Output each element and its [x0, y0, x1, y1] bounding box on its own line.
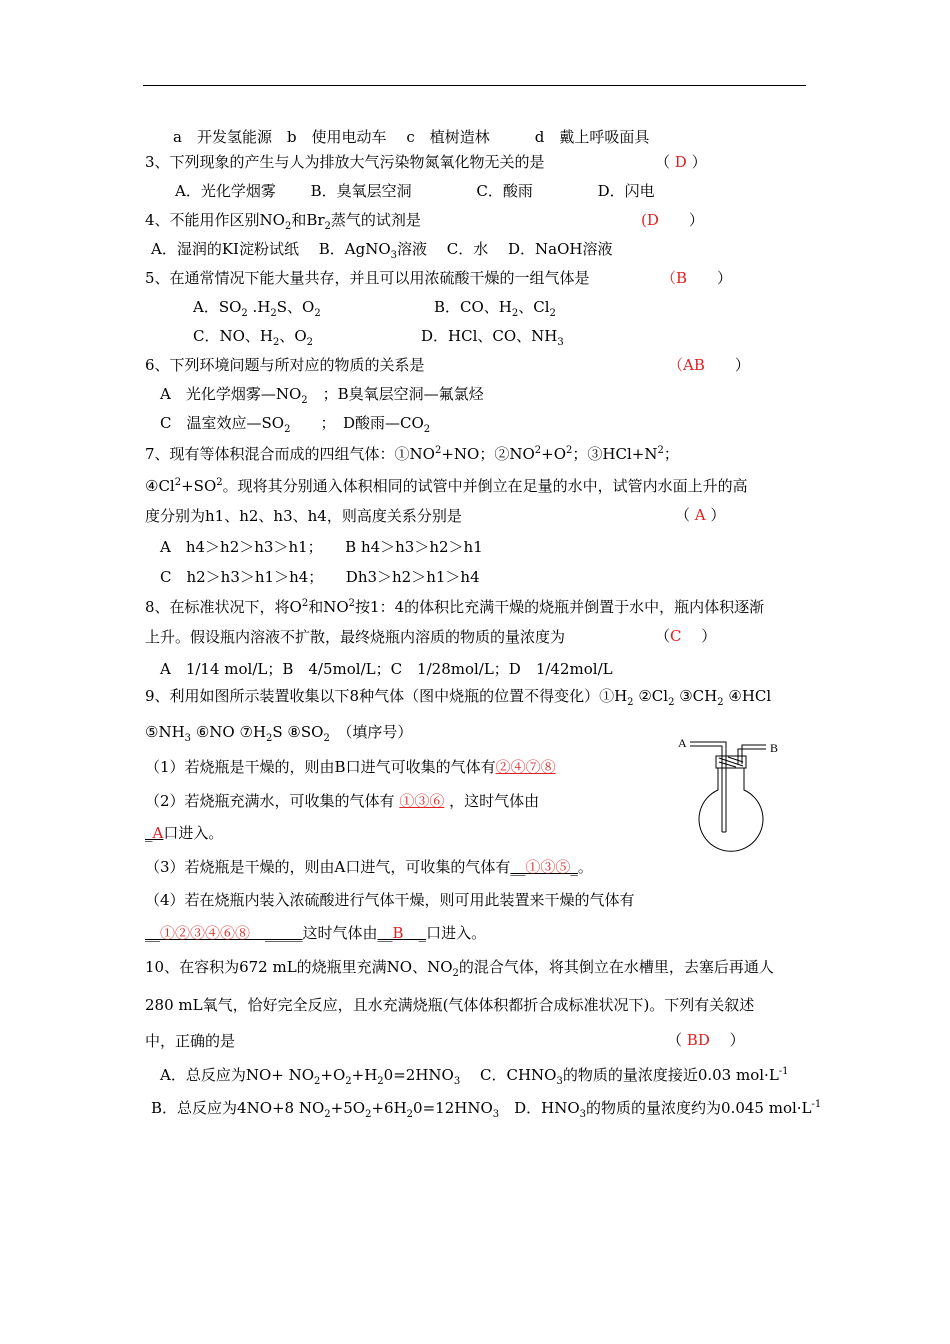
q5-answer: （B ）	[661, 269, 733, 287]
q5-option-a: A．$SO_2$ $.H_2S$、$O_2$	[193, 298, 321, 319]
q6-answer: （AB ）	[668, 356, 750, 374]
q10-answer: （ BD ）	[667, 1031, 745, 1049]
q9-sub4: （4）若在烧瓶内装入浓硫酸进行气体干燥，则可用此装置来干燥的气体有	[145, 891, 635, 909]
tube-a-inner	[690, 746, 722, 832]
q2-options: a 开发氢能源 b 使用电动车 c 植树造林 d 戴上呼吸面具	[173, 128, 650, 146]
question-4: 4、不能用作区别$NO_2$和$Br_2$蒸气的试剂是	[145, 211, 421, 232]
flask-body	[699, 768, 763, 851]
q6-options-ab: A 光化学烟雾$—NO_2$ ；B臭氧层空洞—氟氯烃	[160, 385, 484, 406]
q6-options-cd: C 温室效应$—SO_2$ ； D酸雨$—CO_2$	[160, 414, 431, 435]
question-8-line1: 8、在标准状况下，将$O^2$和$NO^2$按1：4的体积比充满干燥的烧瓶并倒置于水中，瓶内体积逐渐	[145, 598, 765, 616]
q10-options-bd: B．总反应为4NO+8 $NO_2+5O_2+6H_20=12HNO_3$ D．$HNO_3$的物质的量浓度约为0.045 $mol\cdot L^{-1}$	[151, 1099, 822, 1120]
question-6: 6、下列环境问题与所对应的物质的关系是	[145, 356, 425, 374]
q10-options-ac: A．总反应为$NO+ NO_2+O_2+H_20=2HNO_3$ C．$CHNO_3$的物质的量浓度接近0.03 $mol\cdot L^{-1}$	[160, 1066, 789, 1087]
gas-collection-flask-figure	[676, 732, 786, 862]
q9-sub3: （3）若烧瓶是干燥的，则由A口进气，可收集的气体有__①③⑤_。	[145, 858, 593, 876]
q5-option-d: D．HCl、CO、$NH_3$	[421, 327, 564, 348]
q5-option-c: C．NO、$H_2$、$O_2$	[193, 327, 314, 348]
question-9-line2: $⑤NH_3$ ⑥NO $⑦H_2S$ $⑧SO_2$ （填序号）	[145, 723, 413, 744]
q7-answer: （ A ）	[675, 506, 726, 524]
q9-sub1: （1）若烧瓶是干燥的，则由B口进气可收集的气体有②④⑦⑧	[145, 758, 556, 776]
q9-sub2: （2）若烧瓶充满水，可收集的气体有 ①③⑥ ，这时气体由	[145, 792, 540, 810]
label-b: B	[770, 741, 779, 755]
q8-answer: （C ）	[655, 627, 717, 645]
q7-options-ab: A h4＞h2＞h3＞h1； B h4＞h3＞h2＞h1	[160, 538, 483, 556]
q8-options: A 1/14 mol/L；B 4/5mol/L；C 1/28mol/L；D 1/42mol/L	[160, 660, 613, 678]
q3-options: A．光化学烟雾 B．臭氧层空洞 C．酸雨 D．闪电	[175, 182, 655, 200]
question-9-line1: 9、利用如图所示装置收集以下8种气体（图中烧瓶的位置不得变化）$①H_2$ $②Cl_2$ $③CH_2$ ④HCl	[145, 687, 772, 708]
question-10-line1: 10、在容积为672 mL的烧瓶里充满NO、$NO_2$的混合气体，将其倒立在水槽里，去塞后再通人	[145, 958, 774, 979]
q9-sub2-cont: _A口进入。	[145, 824, 224, 842]
question-8-line2: 上升。假设瓶内溶液不扩散，最终烧瓶内溶质的物质的量浓度为	[145, 628, 566, 646]
q4-answer: (D ）	[641, 211, 704, 229]
q7-options-cd: C h2＞h3＞h1＞h4； Dh3＞h2＞h1＞h4	[160, 568, 480, 586]
label-a: A	[678, 736, 687, 750]
q5-option-b: B．CO、$H_2$、$Cl_2$	[434, 298, 556, 319]
question-10-line3: 中，正确的是	[145, 1032, 236, 1050]
header-rule	[143, 85, 806, 86]
question-10-line2: 280 mL氧气，恰好完全反应，且水充满烧瓶(气体体积都折合成标准状况下)。下列有关叙述	[145, 996, 755, 1014]
question-5: 5、在通常情况下能大量共存，并且可以用浓硫酸干燥的一组气体是	[145, 269, 590, 287]
question-7-line3: 度分别为h1、h2、h3、h4，则高度关系分别是	[145, 507, 462, 525]
question-7-line2: $④Cl^2+SO^2$。现将其分别通入体积相同的试管中并倒立在足量的水中，试管内水面上升的高	[145, 477, 748, 495]
question-7-line1: 7、现有等体积混合而成的四组气体：$①NO^2+NO$；$②NO^2+O^2$；$③HCl+N^2$；	[145, 445, 679, 463]
flask-diagram	[676, 732, 786, 862]
q3-answer: （ D ）	[655, 153, 707, 171]
q9-sub4-cont: __①②③④⑥⑧ _____这时气体由__B _口进入。	[145, 924, 487, 942]
question-3: 3、下列现象的产生与人为排放大气污染物氮氧化物无关的是	[145, 153, 545, 171]
q4-options: A．湿润的KI淀粉试纸 B．AgNO$_3$溶液 C．水 D．NaOH溶液	[151, 240, 613, 261]
